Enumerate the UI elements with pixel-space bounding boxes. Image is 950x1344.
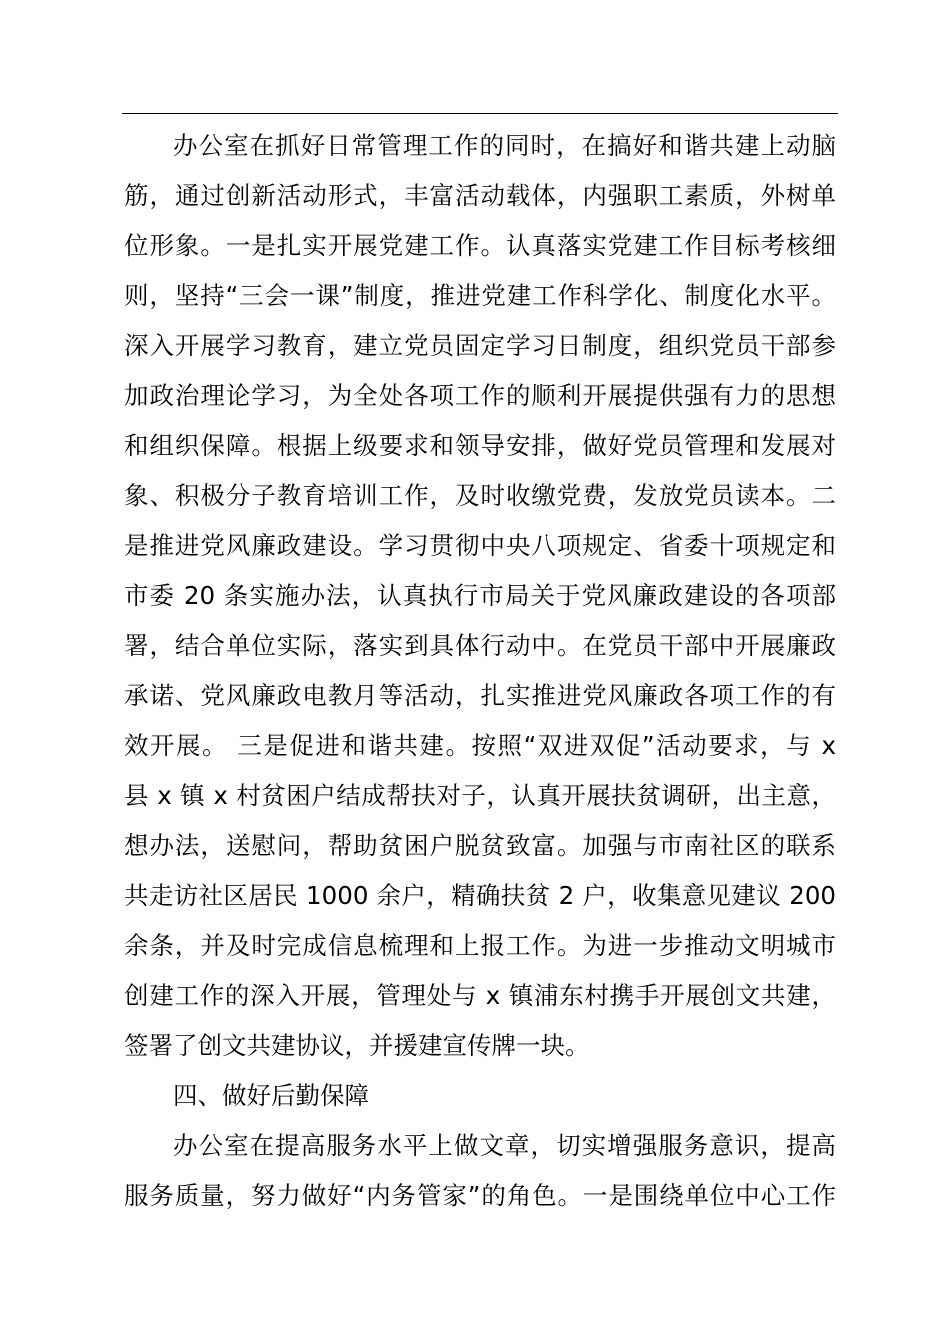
text-line: 效开展。 三是促进和谐共建。按照“双进双促”活动要求，与 x bbox=[124, 731, 836, 760]
text-line: 余条，并及时完成信息梳理和上报工作。为进一步推动文明城市 bbox=[124, 931, 836, 960]
text-line: 共走访社区居民 1000 余户，精确扶贫 2 户，收集意见建议 200 bbox=[124, 881, 836, 910]
section-heading: 四、做好后勤保障 bbox=[173, 1081, 369, 1110]
text-line: 服务质量，努力做好“内务管家”的角色。一是围绕单位中心工作 bbox=[124, 1181, 836, 1210]
text-line: 署，结合单位实际，落实到具体行动中。在党员干部中开展廉政 bbox=[124, 631, 836, 660]
text-line: 是推进党风廉政建设。学习贯彻中央八项规定、省委十项规定和 bbox=[124, 531, 836, 560]
text-line: 办公室在抓好日常管理工作的同时，在搞好和谐共建上动脑 bbox=[173, 131, 836, 160]
text-line: 办公室在提高服务水平上做文章，切实增强服务意识，提高 bbox=[173, 1131, 836, 1160]
text-line: 筋，通过创新活动形式，丰富活动载体，内强职工素质，外树单 bbox=[124, 181, 836, 210]
text-line: 加政治理论学习，为全处各项工作的顺利开展提供强有力的思想 bbox=[124, 381, 836, 410]
header-rule bbox=[122, 113, 838, 114]
text-line: 想办法，送慰问，帮助贫困户脱贫致富。加强与市南社区的联系 bbox=[124, 831, 836, 860]
paragraph-logistics bbox=[124, 1121, 836, 1221]
text-line: 象、积极分子教育培训工作，及时收缴党费，发放党员读本。二 bbox=[124, 481, 836, 510]
text-line: 承诺、党风廉政电教月等活动，扎实推进党风廉政各项工作的有 bbox=[124, 681, 836, 710]
text-line: 市委 20 条实施办法，认真执行市局关于党风廉政建设的各项部 bbox=[124, 581, 836, 610]
text-line: 创建工作的深入开展，管理处与 x 镇浦东村携手开展创文共建， bbox=[124, 981, 836, 1010]
text-line: 位形象。一是扎实开展党建工作。认真落实党建工作目标考核细 bbox=[124, 231, 836, 260]
text-line: 签署了创文共建协议，并援建宣传牌一块。 bbox=[124, 1031, 590, 1060]
paragraph-party-building bbox=[124, 121, 836, 1071]
text-line: 深入开展学习教育，建立党员固定学习日制度，组织党员干部参 bbox=[124, 331, 836, 360]
text-line: 和组织保障。根据上级要求和领导安排，做好党员管理和发展对 bbox=[124, 431, 836, 460]
text-line: 则，坚持“三会一课”制度，推进党建工作科学化、制度化水平。 bbox=[124, 281, 836, 310]
text-line: 县 x 镇 x 村贫困户结成帮扶对子，认真开展扶贫调研，出主意， bbox=[124, 781, 836, 810]
document-body bbox=[124, 121, 836, 1221]
